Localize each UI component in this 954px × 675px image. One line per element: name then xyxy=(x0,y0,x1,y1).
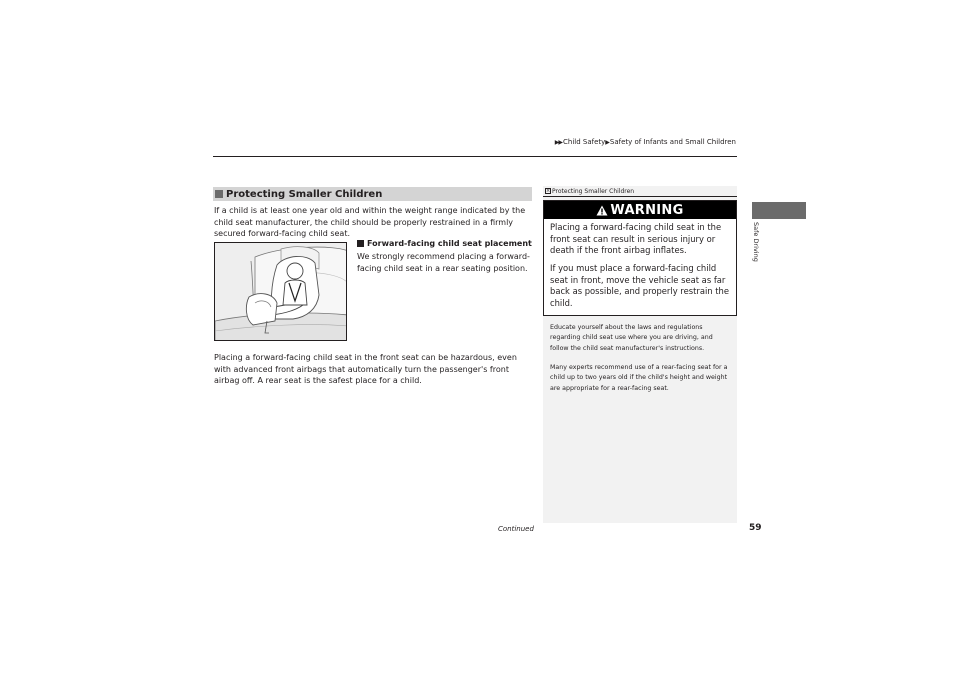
child-seat-illustration xyxy=(214,242,347,341)
child-seat-drawing xyxy=(215,243,347,341)
sidebar-header xyxy=(543,186,737,197)
breadcrumb-subsection[interactable]: Safety of Infants and Small Children xyxy=(609,138,736,146)
section-square-icon xyxy=(215,190,223,198)
warning-paragraph-1: Placing a forward-facing child seat in the front seat can result in serious injury or death if the front airbag inflates. xyxy=(550,222,722,256)
reference-icon: × xyxy=(546,188,551,194)
warning-triangle-icon xyxy=(596,205,608,216)
warning-box xyxy=(543,200,737,316)
sidebar-header-text[interactable]: Protecting Smaller Children xyxy=(552,187,635,195)
sub-heading-square-icon xyxy=(357,240,364,247)
continued-label: Continued xyxy=(498,525,534,533)
warning-header xyxy=(544,201,736,219)
chapter-tab[interactable] xyxy=(752,202,806,219)
breadcrumb-section[interactable]: Child Safety xyxy=(563,138,606,146)
chapter-tab-text: Safe Driving xyxy=(752,222,760,262)
placement-paragraph: We strongly recommend placing a forward-facing child seat in a rear seating position. xyxy=(357,252,530,273)
page-number: 59 xyxy=(749,523,762,533)
chapter-tab-label xyxy=(746,222,768,282)
warning-paragraph-2: If you must place a forward-facing child seat in front, move the vehicle seat as far back as possible, and properly restrain the child. xyxy=(550,263,729,308)
sidebar-note-2: Many experts recommend use of a rear-facing seat for a child up to two years old if the child's height and weight are appropriate for a rear-facing seat. xyxy=(550,364,728,392)
header-divider xyxy=(213,156,737,157)
intro-paragraph: If a child is at least one year old and within the weight range indicated by the child seat manufacturer, the child should be properly restrained in a firmly secured forward-facing child seat. xyxy=(214,206,526,239)
section-title: Protecting Smaller Children xyxy=(226,188,383,200)
breadcrumb-separator: ▶ xyxy=(605,139,609,146)
section-heading xyxy=(213,187,532,201)
warning-title: WARNING xyxy=(610,202,684,218)
sidebar-note-1: Educate yourself about the laws and regulations regarding child seat use where you are driving, and follow the child seat manufacturer's instructions. xyxy=(550,324,713,352)
sub-heading xyxy=(357,239,537,248)
hazard-paragraph: Placing a forward-facing child seat in the front seat can be hazardous, even with advanced front airbags that automatically turn the passenger's front airbag off. A rear seat is the safest place for a child. xyxy=(214,353,517,386)
breadcrumb xyxy=(555,138,736,146)
sub-heading-text: Forward-facing child seat placement xyxy=(367,239,532,248)
breadcrumb-arrows: ▶▶ xyxy=(554,139,562,146)
